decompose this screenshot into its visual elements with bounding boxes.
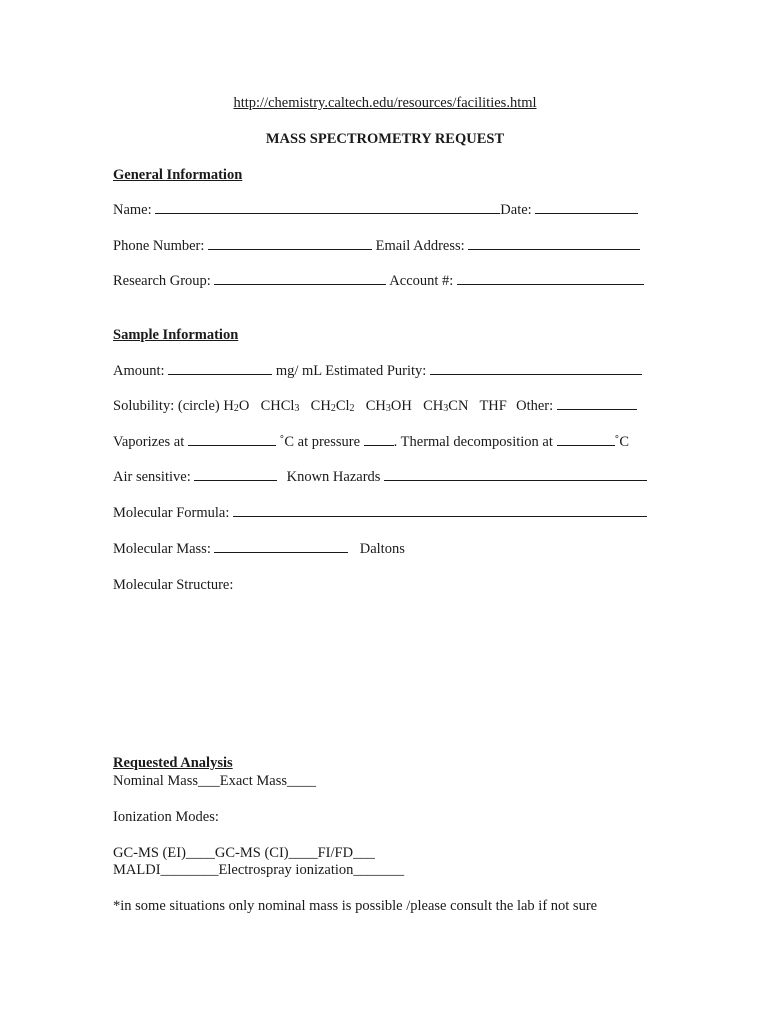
formula-row [113, 504, 647, 522]
molecular-mass-label: Molecular Mass: [113, 541, 211, 557]
group-account-row [113, 272, 644, 290]
phone-field[interactable] [208, 237, 372, 250]
structure-area[interactable] [113, 600, 653, 740]
account-label: Account #: [389, 273, 454, 289]
research-group-label: Research Group: [113, 273, 211, 289]
source-url-line [0, 94, 770, 112]
formula-label: Molecular Formula: [113, 505, 230, 521]
air-hazards-row [113, 468, 647, 486]
mass-row [113, 540, 405, 558]
requested-analysis-heading: Requested Analysis [113, 755, 233, 771]
research-group-field[interactable] [214, 272, 386, 285]
solvent-ch3cn[interactable]: $CH_3CN$ [423, 398, 469, 414]
molecular-mass-field[interactable] [214, 540, 348, 553]
general-information-heading: General Information [113, 167, 243, 183]
solvent-thf[interactable]: THF [479, 398, 507, 414]
degc-label: ˚C [614, 434, 629, 450]
account-field[interactable] [457, 272, 644, 285]
pressure-field[interactable] [364, 433, 394, 446]
ionization-modes-line-2[interactable]: MALDI________Electrospray ionization_______ [113, 862, 405, 878]
date-label: Date: [500, 202, 532, 218]
solubility-label: Solubility: (circle) [113, 398, 220, 414]
solvent-chcl3[interactable]: CHCl$_3$ [260, 398, 300, 414]
air-sensitive-label: Air sensitive: [113, 469, 191, 485]
solvent-ch3oh[interactable]: $CH_3OH$ [365, 398, 412, 414]
form-title: MASS SPECTROMETRY REQUEST [265, 131, 505, 147]
amount-unit: mg/ mL [275, 363, 322, 379]
ionization-modes-label: Ionization Modes: [113, 809, 219, 825]
amount-label: Amount: [113, 363, 165, 379]
other-solvent-field[interactable] [557, 397, 637, 410]
solvent-h2o[interactable]: $H_2O$ [223, 398, 250, 414]
purity-label: Estimated Purity: [325, 363, 427, 379]
sample-information-heading: Sample Information [113, 327, 239, 343]
ionization-modes-line-1[interactable]: GC-MS (EI)____GC-MS (CI)____FI/FD___ [113, 845, 375, 861]
formula-field[interactable] [233, 504, 647, 517]
pressure-label: ˚C at pressure [279, 434, 361, 450]
email-field[interactable] [468, 237, 640, 250]
decomposition-field[interactable] [557, 433, 615, 446]
mass-type-line[interactable]: Nominal Mass___Exact Mass____ [113, 773, 316, 789]
decomposition-label: . Thermal decomposition at [393, 434, 553, 450]
amount-field[interactable] [168, 362, 272, 375]
daltons-label: Daltons [359, 541, 405, 557]
purity-field[interactable] [430, 362, 642, 375]
hazards-label: Known Hazards [286, 469, 381, 485]
name-date-row [113, 201, 638, 219]
air-sensitive-field[interactable] [194, 468, 277, 481]
hazards-field[interactable] [384, 468, 647, 481]
email-label: Email Address: [375, 238, 465, 254]
date-field[interactable] [535, 201, 638, 214]
vaporization-row [113, 433, 629, 451]
source-url-link[interactable]: http://chemistry.caltech.edu/resources/facilities.html [233, 95, 537, 111]
phone-email-row [113, 237, 640, 255]
name-field[interactable] [155, 201, 500, 214]
solvent-ch2cl2[interactable]: $CH_2Cl_2$ [310, 398, 355, 414]
other-label: Other: [516, 398, 554, 414]
vaporizes-field[interactable] [188, 433, 276, 446]
name-label: Name: [113, 202, 152, 218]
solubility-row [113, 397, 637, 417]
footnote: *in some situations only nominal mass is possible /please consult the lab if not sure [113, 898, 598, 914]
amount-purity-row [113, 362, 642, 380]
structure-label: Molecular Structure: [113, 577, 234, 593]
vaporizes-label: Vaporizes at [113, 434, 185, 450]
phone-label: Phone Number: [113, 238, 205, 254]
